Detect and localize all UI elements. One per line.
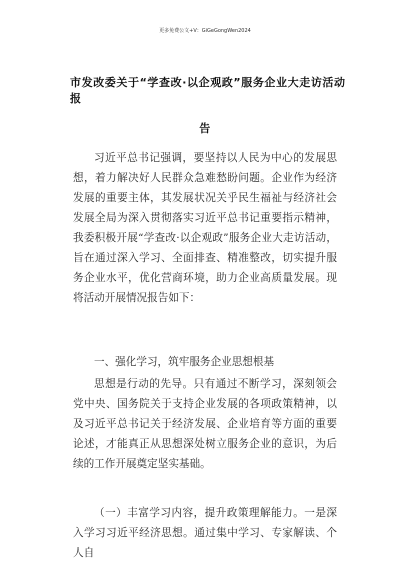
document-title-line1: 市发改委关于“学查改·以企观政”服务企业大走访活动报: [70, 76, 346, 105]
section-heading-1-text: 一、强化学习，筑牢服务企业思想根基: [94, 356, 275, 368]
section-heading-1: [73, 352, 337, 372]
section-paragraph-1: [73, 374, 337, 474]
intro-paragraph: [73, 148, 337, 308]
document-title-line2: 告: [199, 122, 211, 135]
subsection-paragraph-1-text: （一）丰富学习内容，提升政策理解能力。一是深入学习习近平经济思想。通过集中学习、专家解读、个人自: [73, 507, 337, 559]
subsection-paragraph-1: [73, 503, 337, 563]
intro-paragraph-text: 习近平总书记强调，要坚持以人民为中心的发展思想，着力解决好人民群众急难愁盼问题。企业作为经济发展的重要主体，其发展状况关乎民生福祉与经济社会发展全局为深入贯彻落实习近平总书记重要指示精神，我委积极开展“学查改·以企观政”服务企业大走访活动，旨在通过深入学习、全面排查、精准整改，切实提升服务企业水平，优化营商环境，助力企业高质量发展。现将活动开展情况报告如下：: [73, 152, 337, 304]
header-note: 更多免费公文+V：GiGeGongWen2024: [159, 28, 251, 34]
section-paragraph-1-text: 思想是行动的先导。只有通过不断学习，深刻领会党中央、国务院关于支持企业发展的各项政策精神，以及习近平总书记关于经济发展、企业培育等方面的重要论述，才能真正从思想深处树立服务企业的意识，为后续的工作开展奠定坚实基础。: [73, 378, 337, 470]
